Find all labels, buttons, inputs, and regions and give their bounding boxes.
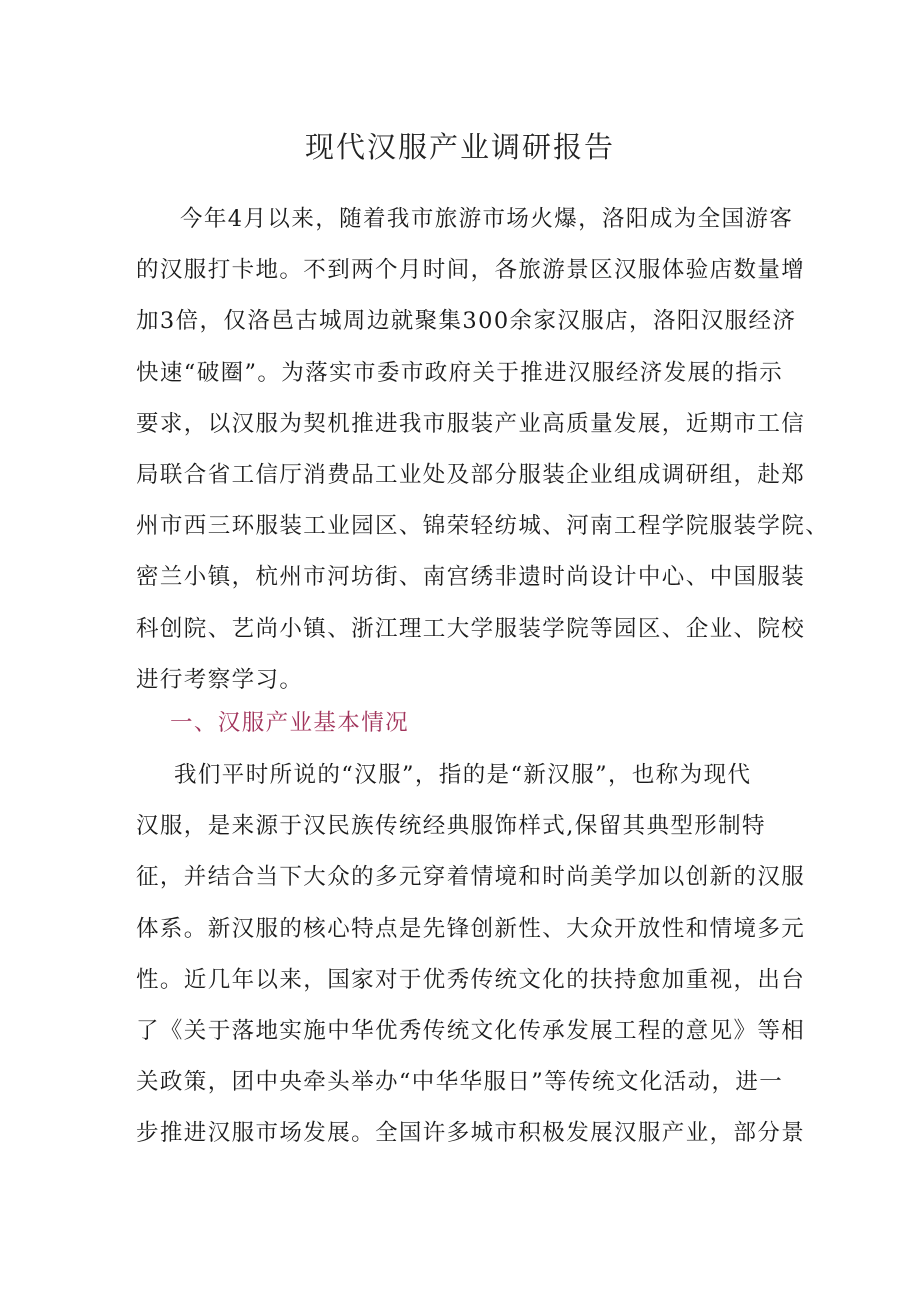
paragraph-line: 州市西三环服装工业园区、锦荣轻纺城、河南工程学院服装学院、 [136, 513, 830, 540]
section-heading: 一、汉服产业基本情况 [170, 710, 410, 736]
section-paragraph [136, 750, 816, 1160]
paragraph-line: 今年4月以来，随着我市旅游市场火爆，洛阳成为全国游客 [180, 206, 794, 232]
paragraph-line: 性。近几年以来，国家对于优秀传统文化的扶持愈加重视，出台 [136, 966, 806, 993]
paragraph-line: 我们平时所说的“汉服”，指的是“新汉服”，也称为现代 [174, 762, 752, 788]
paragraph-line: 体系。新汉服的核心特点是先锋创新性、大众开放性和情境多元 [136, 915, 806, 942]
paragraph-line: 征，并结合当下大众的多元穿着情境和时尚美学加以创新的汉服 [136, 864, 806, 891]
paragraph-line: 密兰小镇，杭州市河坊街、南宫绣非遗时尚设计中心、中国服装 [136, 564, 806, 591]
paragraph-line: 了《关于落地实施中华优秀传统文化传承发展工程的意见》等相 [136, 1017, 806, 1044]
paragraph-line: 关政策，团中央牵头举办“中华华服日”等传统文化活动，进一 [136, 1069, 784, 1096]
paragraph-line: 科创院、艺尚小镇、浙江理工大学服装学院等园区、企业、院校 [136, 615, 806, 642]
paragraph-line: 快速“破圈”。为落实市委市政府关于推进汉服经济发展的指示 [136, 359, 784, 386]
paragraph-line: 要求，以汉服为契机推进我市服装产业高质量发展，近期市工信 [136, 410, 806, 437]
paragraph-line: 的汉服打卡地。不到两个月时间，各旅游景区汉服体验店数量增 [136, 257, 806, 284]
document-title: 现代汉服产业调研报告 [304, 130, 615, 164]
paragraph-line: 进行考察学习。 [136, 666, 304, 693]
intro-paragraph [136, 194, 830, 706]
paragraph-line: 加3倍，仅洛邑古城周边就聚集300余家汉服店，洛阳汉服经济 [136, 308, 797, 335]
paragraph-line: 步推进汉服市场发展。全国许多城市积极发展汉服产业，部分景 [136, 1120, 806, 1147]
paragraph-line: 汉服，是来源于汉民族传统经典服饰样式,保留其典型形制特 [136, 813, 766, 840]
paragraph-line: 局联合省工信厅消费品工业处及部分服装企业组成调研组，赴郑 [136, 461, 806, 488]
